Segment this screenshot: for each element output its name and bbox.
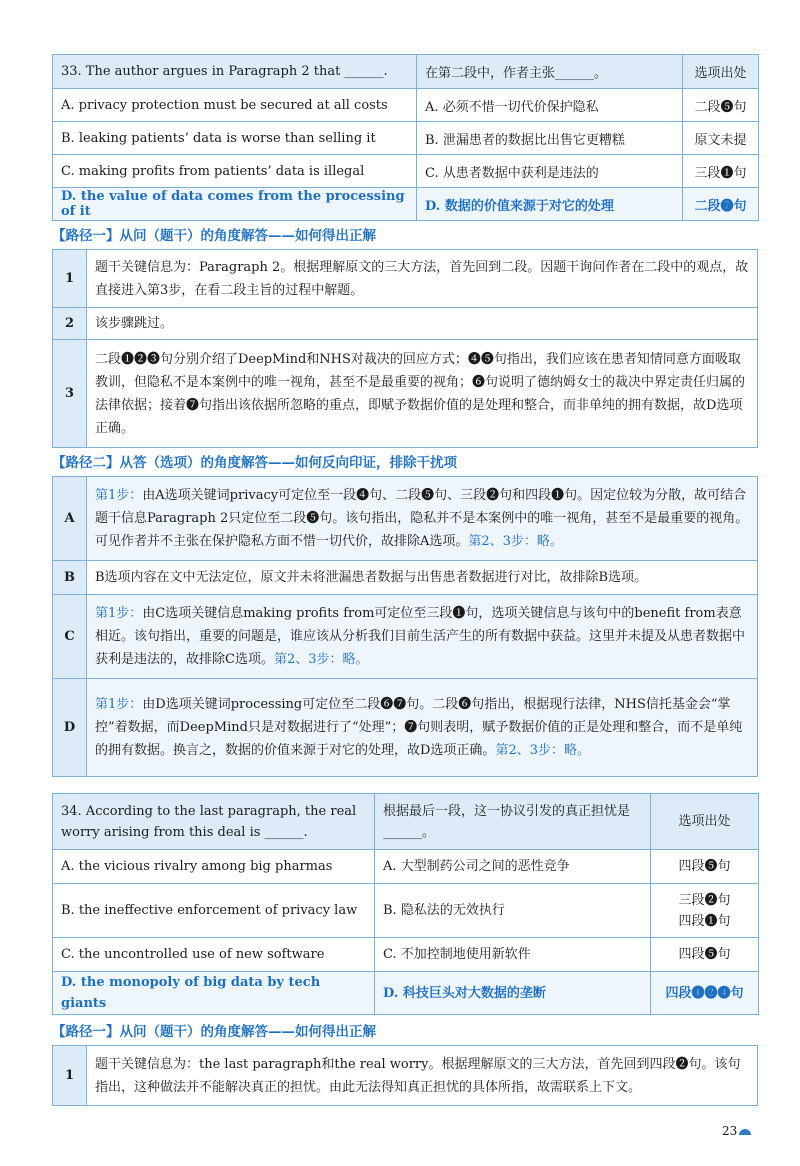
step-tail: 第2、3步：略。: [468, 534, 563, 549]
q34-question-en: 34. According to the last paragraph, the real worry arising from this deal is ______.: [53, 794, 375, 850]
option-zh: B. 隐私法的无效执行: [375, 884, 651, 938]
q34-table: [52, 793, 759, 1015]
step-row: [53, 250, 758, 308]
table-row: [53, 89, 759, 122]
table-row: [53, 850, 759, 884]
option-analysis: [87, 477, 758, 561]
step-tail: 第2、3步：略。: [495, 743, 590, 758]
page-number: [722, 1124, 751, 1138]
step-label: 第1步：: [95, 697, 143, 712]
table-row: [53, 122, 759, 155]
q33-table: [52, 54, 759, 221]
step-label: 第1步：: [95, 488, 143, 503]
option-source: [651, 884, 759, 938]
option-analysis: [87, 595, 758, 679]
table-row: [53, 884, 759, 938]
correct-answer-row: [53, 188, 759, 221]
step-number: 3: [53, 340, 87, 448]
q33-question-en: 33. The author argues in Paragraph 2 that ______.: [53, 55, 417, 89]
option-letter: A: [53, 477, 87, 561]
step-text: 题干关键信息为：Paragraph 2。根据理解原文的三大方法，首先回到二段。因题干询问作者在二段中的观点，故直接进入第3步，在看二段主旨的过程中解题。: [87, 250, 758, 308]
option-source: 二段❺句: [683, 89, 759, 122]
step-number: 1: [53, 1046, 87, 1106]
step-row: [53, 340, 758, 448]
q33-question-zh: 在第二段中，作者主张______。: [417, 55, 683, 89]
page-number-text: 23: [722, 1124, 738, 1138]
option-en: C. making profits from patients’ data is illegal: [53, 155, 417, 188]
step-row: [53, 1046, 758, 1106]
option-source: 三段❶句: [683, 155, 759, 188]
step-text: 题干关键信息为：the last paragraph和the real worry。根据理解原文的三大方法，首先回到四段❷句。该句指出，这种做法并不能解决真正的担忧。由此无法得知真正担忧的具体所指，故需联系上下文。: [87, 1046, 758, 1106]
option-source: 四段❶❷❹句: [651, 972, 759, 1015]
q33-header-row: [53, 55, 759, 89]
option-source: 四段❺句: [651, 850, 759, 884]
path1-q34-title: 【路径一】从问（题干）的角度解答——如何得出正解: [52, 1024, 376, 1040]
path2-q33-table: [52, 476, 758, 777]
path1-q34-table: [52, 1045, 758, 1106]
table-row: [53, 938, 759, 972]
option-zh: A. 必须不惜一切代价保护隐私: [417, 89, 683, 122]
option-en: A. the vicious rivalry among big pharmas: [53, 850, 375, 884]
option-en: B. the ineffective enforcement of privacy law: [53, 884, 375, 938]
option-analysis: [87, 679, 758, 777]
path1-q33-table: [52, 249, 758, 448]
option-en: C. the uncontrolled use of new software: [53, 938, 375, 972]
option-en: A. privacy protection must be secured at all costs: [53, 89, 417, 122]
option-source-line: 四段❶句: [678, 913, 731, 929]
graduation-cap-icon: [739, 1129, 751, 1135]
analysis-text: 由D选项关键词processing可定位至二段❻❼句。二段❻句指出，根据现行法律，NHS信托基金会“掌控”着数据，而DeepMind只是对数据进行了“处理”；❼句则表明，赋予数据价值的正是处理和整合，而不是单纯的拥有数据。换言之，数据的价值来源于对它的处理，故D选项正确。: [95, 697, 743, 758]
path2-title: 【路径二】从答（选项）的角度解答——如何反向印证，排除干扰项: [52, 455, 457, 471]
table-row: [53, 155, 759, 188]
option-en: D. the monopoly of big data by tech giants: [53, 972, 375, 1015]
option-analysis-row: [53, 477, 758, 561]
option-zh: B. 泄漏患者的数据比出售它更糟糕: [417, 122, 683, 155]
analysis-text: 由A选项关键词privacy可定位至一段❹句、二段❺句、三段❷句和四段❶句。因定位较为分散，故可结合题干信息Paragraph 2只定位至二段❺句。该句指出，隐私并不是本案例中的唯一视角，甚至不是最重要的视角。可见作者并不主张在保护隐私方面不惜一切代价，故排除A选项。: [95, 488, 749, 549]
analysis-text: B选项内容在文中无法定位，原文并未将泄漏患者数据与出售患者数据进行对比，故排除B选项。: [87, 561, 758, 595]
step-label: 第1步：: [95, 606, 143, 621]
q33-source-header: 选项出处: [683, 55, 759, 89]
step-text: 二段❶❷❸句分别介绍了DeepMind和NHS对裁决的回应方式；❹❺句指出，我们应该在患者知情同意方面吸取教训，但隐私不是本案例中的唯一视角，甚至不是最重要的视角；❻句说明了德纳姆女士的裁决中界定责任归属的法律依据；接着❼句指出该依据所忽略的重点，即赋予数据价值的是处理和整合，而非单纯的拥有数据，故D选项正确。: [87, 340, 758, 448]
option-letter: C: [53, 595, 87, 679]
analysis-text: 由C选项关键信息making profits from可定位至三段❶句，选项关键信息与该句中的benefit from表意相近。该句指出，重要的问题是，谁应该从分析我们目前生活产生的所有数据中获益。这里并未提及从患者数据中获利是违法的，故排除C选项。: [95, 606, 746, 667]
option-zh: A. 大型制药公司之间的恶性竞争: [375, 850, 651, 884]
step-number: 1: [53, 250, 87, 308]
step-text: 该步骤跳过。: [87, 308, 758, 340]
page: [52, 54, 758, 1106]
step-tail: 第2、3步：略。: [273, 652, 369, 667]
option-source: 四段❺句: [651, 938, 759, 972]
step-number: 2: [53, 308, 87, 340]
option-source: 原文未提: [683, 122, 759, 155]
option-source-line: 三段❷句: [678, 892, 731, 908]
option-source: 二段❼句: [683, 188, 759, 221]
q34-source-header: 选项出处: [651, 794, 759, 850]
step-row: [53, 308, 758, 340]
option-analysis-row: [53, 679, 758, 777]
option-en: B. leaking patients’ data is worse than selling it: [53, 122, 417, 155]
option-zh: D. 数据的价值来源于对它的处理: [417, 188, 683, 221]
option-analysis-row: [53, 595, 758, 679]
option-letter: D: [53, 679, 87, 777]
option-analysis-row: [53, 561, 758, 595]
q34-header-row: [53, 794, 759, 850]
path1-title: 【路径一】从问（题干）的角度解答——如何得出正解: [52, 228, 376, 244]
option-en: D. the value of data comes from the processing of it: [53, 188, 417, 221]
option-zh: C. 不加控制地使用新软件: [375, 938, 651, 972]
option-zh: D. 科技巨头对大数据的垄断: [375, 972, 651, 1015]
option-letter: B: [53, 561, 87, 595]
correct-answer-row: [53, 972, 759, 1015]
option-zh: C. 从患者数据中获利是违法的: [417, 155, 683, 188]
q34-question-zh: 根据最后一段，这一协议引发的真正担忧是______。: [375, 794, 651, 850]
